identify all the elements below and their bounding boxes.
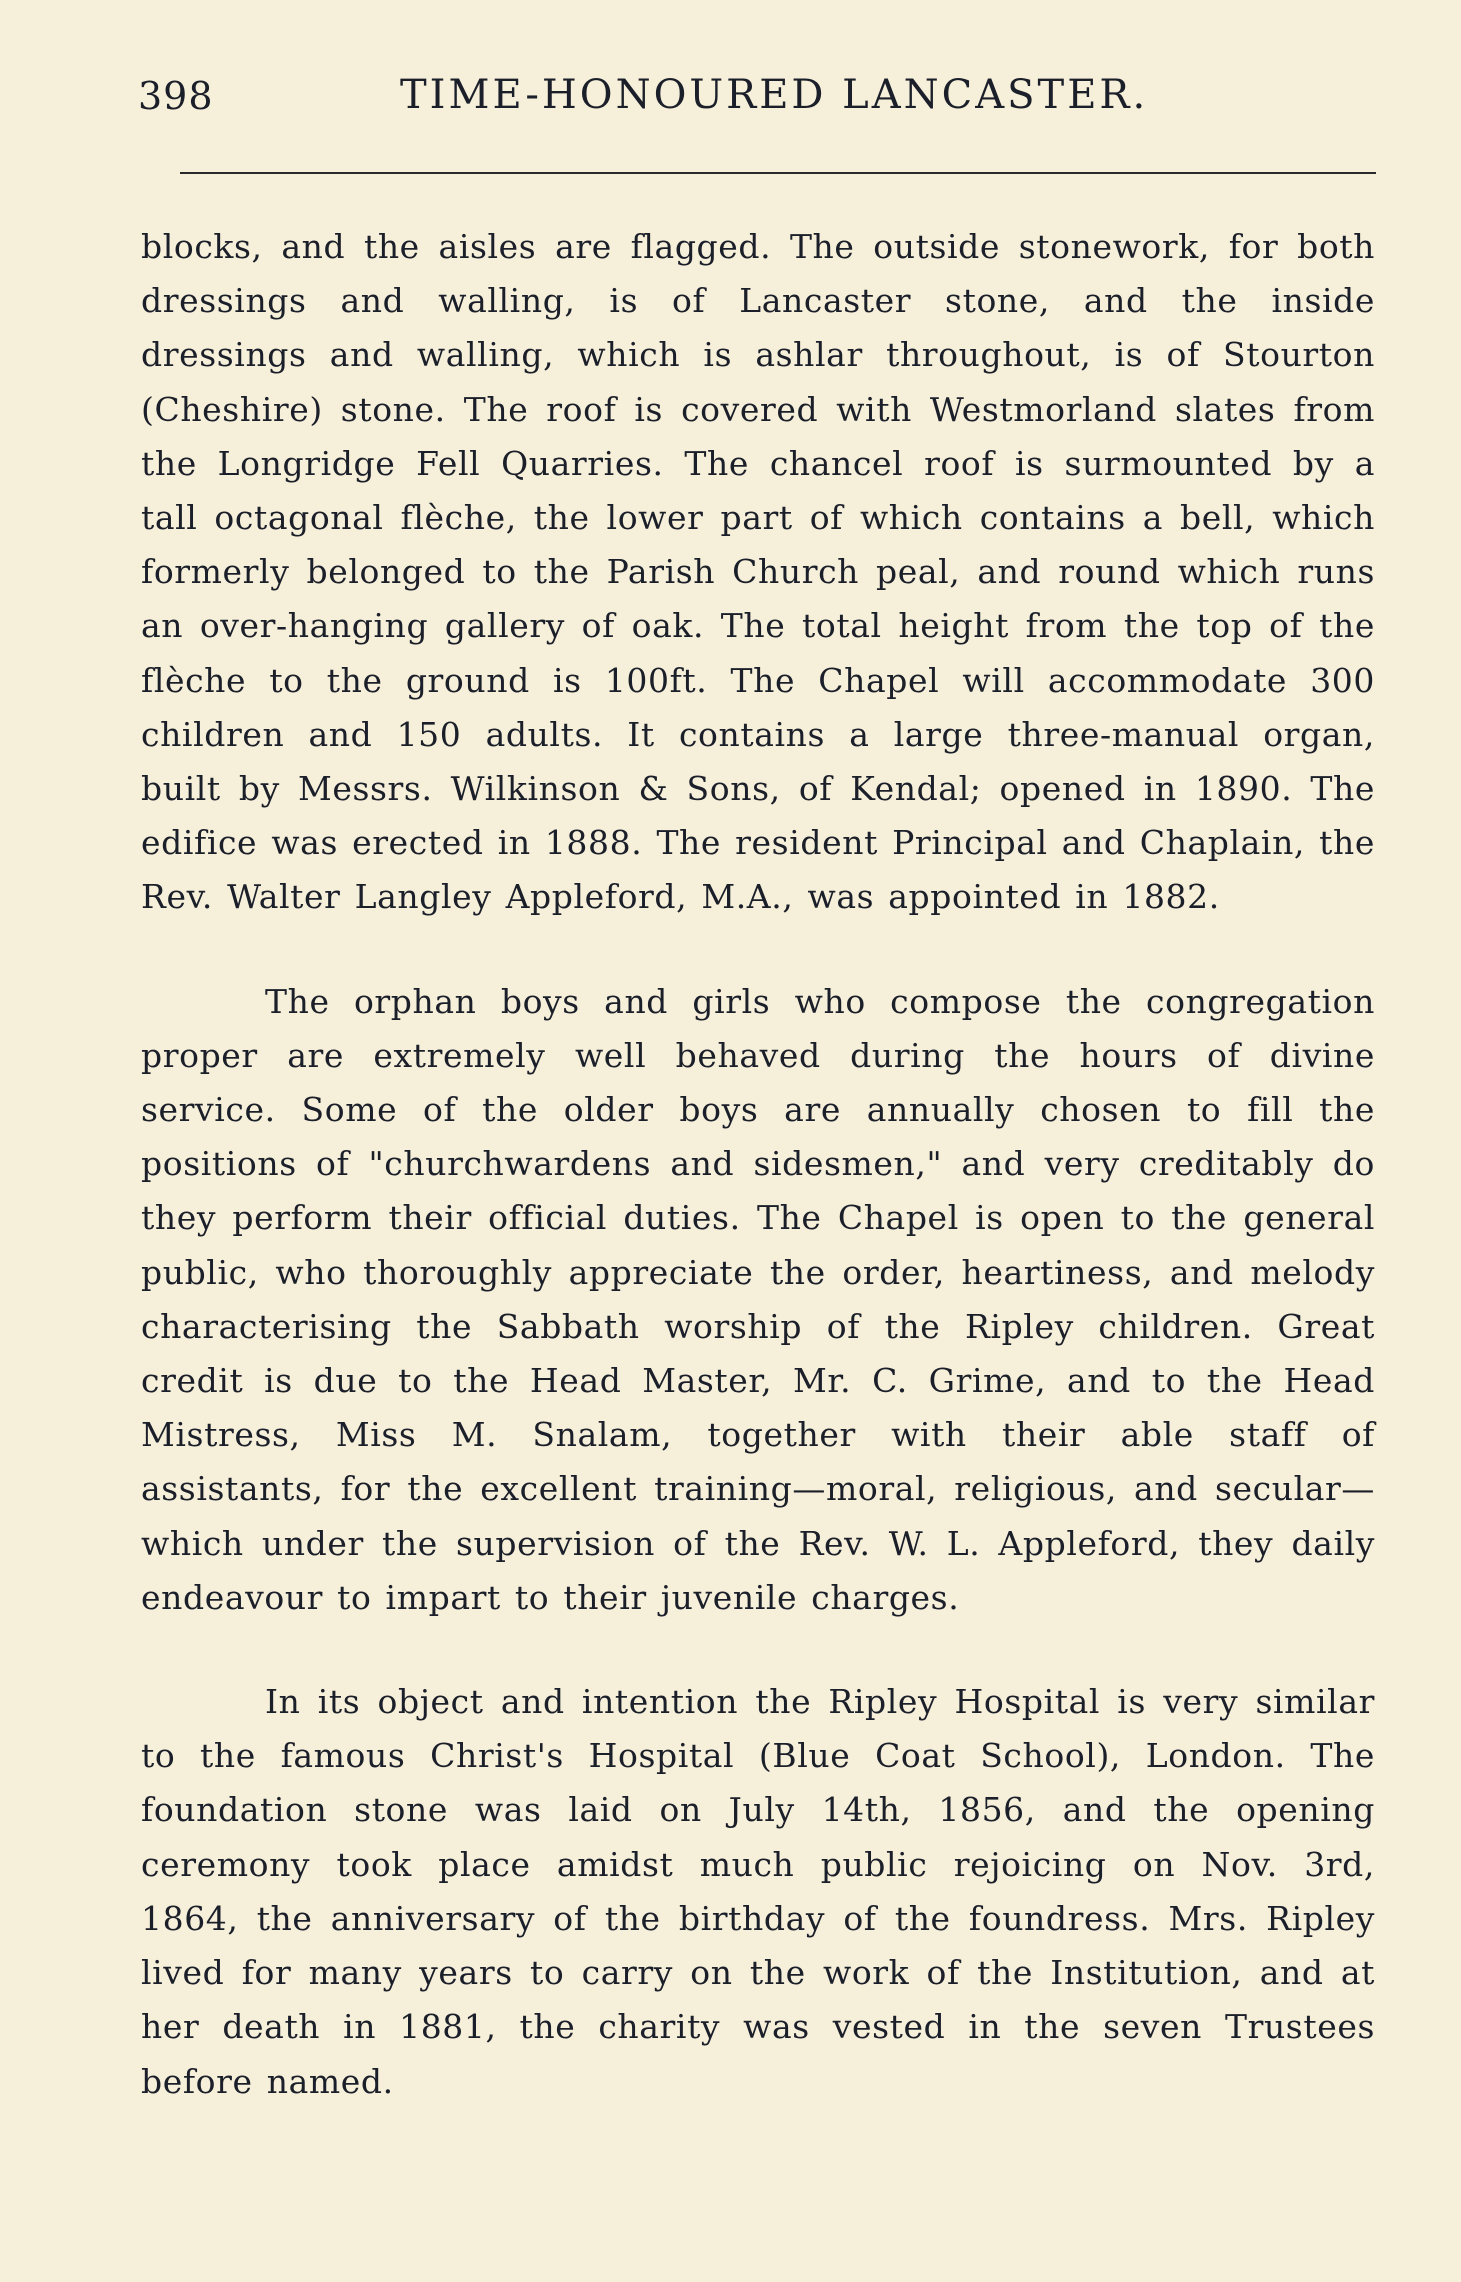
page-number: 398 xyxy=(138,74,214,118)
paragraph-congregation: The orphan boys and girls who compose the congregation proper are extremely well behaved during the hours of divine service. Some of the older boys are annually chosen to fill the positions of "churchwardens and sidesmen," and very creditably do they perform their official duties. The Chapel is open to the general public, who thoroughly appreciate the order, heartiness, and melody characterising the Sabbath worship of the Ripley children. Great credit is due to the Head Master, Mr. C. Grime, and to the Head Mistress, Miss M. Snalam, together with their able staff of assistants, for the excellent training—moral, religious, and secular—which under the supervision of the Rev. W. L. Appleford, they daily endeavour to impart to their juvenile charges. xyxy=(141,981,1375,1617)
running-title: TIME-HONOURED LANCASTER. xyxy=(400,72,1149,118)
body-text xyxy=(141,220,1375,2109)
paragraph-continued: blocks, and the aisles are flagged. The outside stonework, for both dressings and walling, is of Lancaster stone, and the inside dressings and walling, which is ashlar throughout, is of Stourton (Cheshire) stone. The roof is covered with Westmorland slates from the Longridge Fell Quarries. The chancel roof is surmounted by a tall octagonal flèche, the lower part of which contains a bell, which formerly belonged to the Parish Church peal, and round which runs an over-hanging gallery of oak. The total height from the top of the flèche to the ground is 100ft. The Chapel will accommodate 300 children and 150 adults. It contains a large three-manual organ, built by Messrs. Wilkinson & Sons, of Kendal; opened in 1890. The edifice was erected in 1888. The resident Principal and Chaplain, the Rev. Walter Langley Appleford, M.A., was appointed in 1882. xyxy=(141,227,1375,917)
page-header xyxy=(138,66,1378,126)
header-rule xyxy=(180,172,1376,174)
paragraph-history: In its object and intention the Ripley Hospital is very similar to the famous Christ's Hospital (Blue Coat School), London. The foundation stone was laid on July 14th, 1856, and the opening ceremony took place amidst much public rejoicing on Nov. 3rd, 1864, the anniversary of the birthday of the foundress. Mrs. Ripley lived for many years to carry on the work of the Institution, and at her death in 1881, the charity was vested in the seven Trustees before named. xyxy=(141,1682,1375,2101)
